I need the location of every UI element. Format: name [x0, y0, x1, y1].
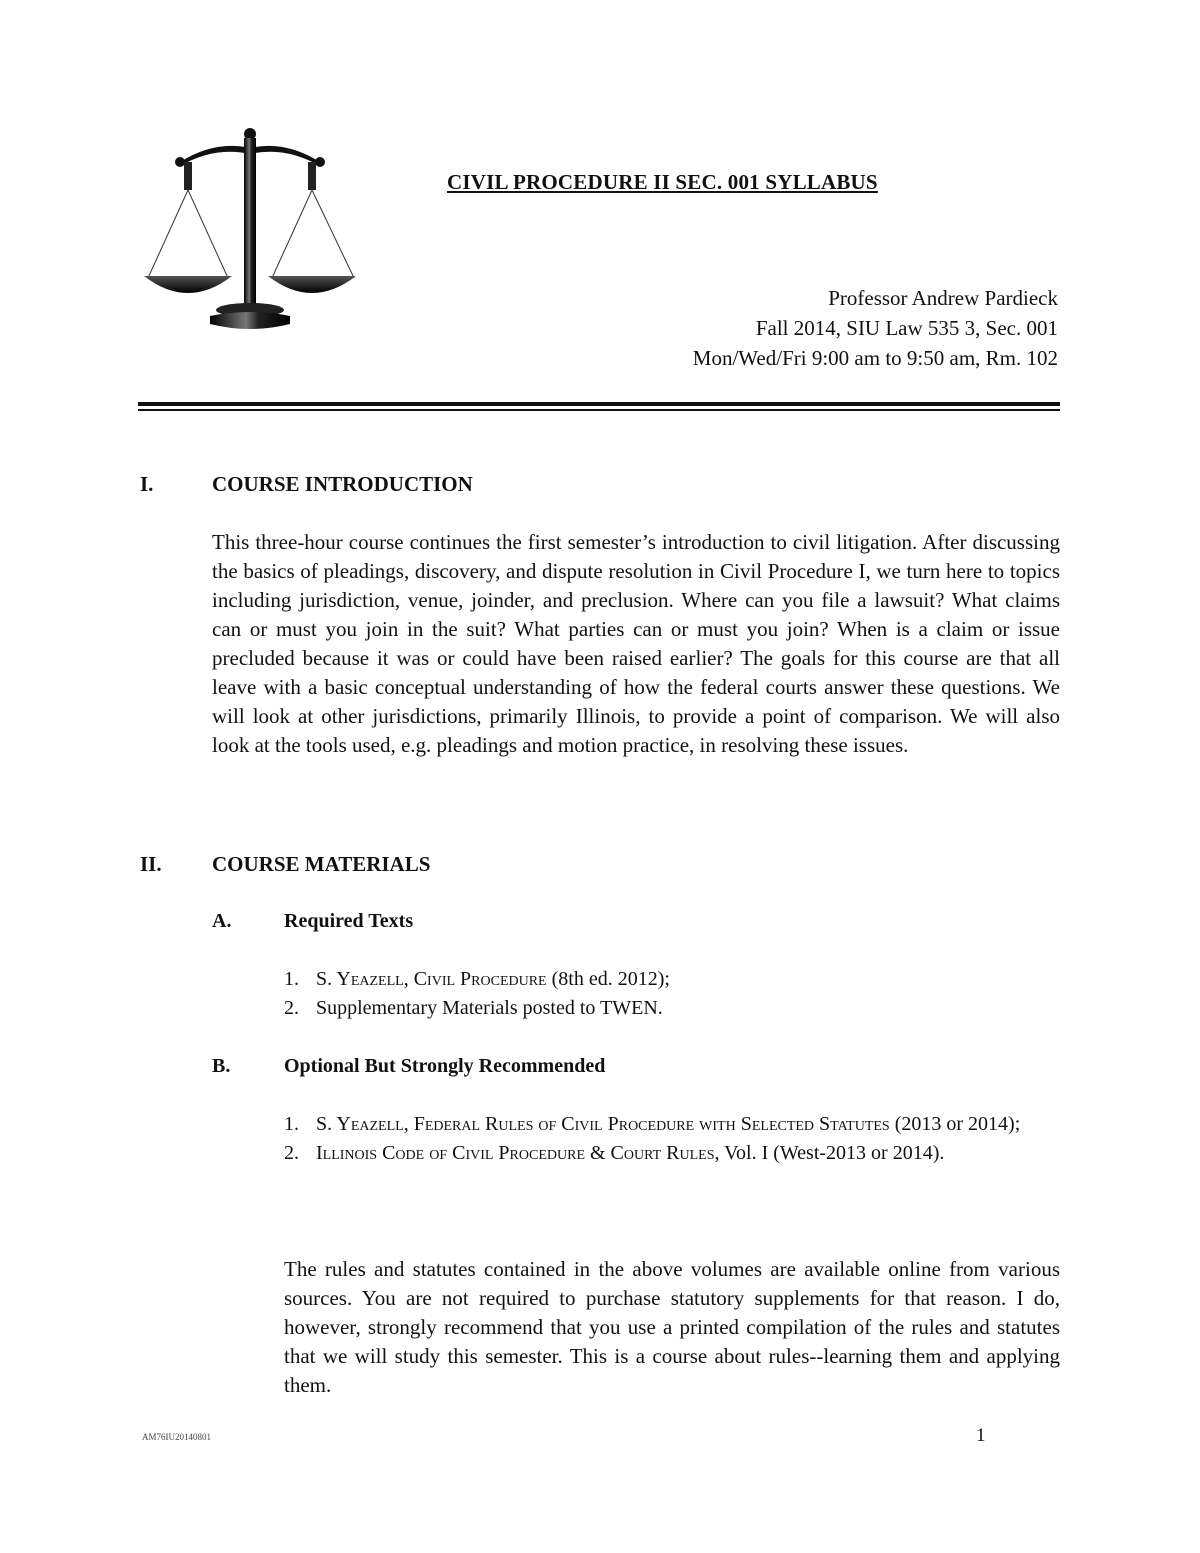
course-introduction-paragraph: This three-hour course continues the first semester’s introduction to civil litigation. After discussing the basics of pleadings, discovery, and dispute resolution in Civil Procedure I, we turn here to topics including jurisdiction, venue, joinder, and preclusion. Where can you file a lawsuit? What claims can or must you join in the suit? What parties can or must you join? When is a claim or issue precluded because it was or could have been raised earlier? The goals for this course are that all leave with a basic conceptual understanding of how the federal courts answer these questions. We will look at other jurisdictions, primarily Illinois, to provide a point of comparison. We will also look at the tools used, e.g. pleadings and motion practice, in resolving these issues.: [212, 530, 1060, 757]
book-edition: (8th ed. 2012);: [546, 968, 670, 990]
list-item-number: 2.: [284, 1142, 299, 1164]
professor-name: Professor Andrew Pardieck: [828, 286, 1058, 310]
section-number: I.: [140, 472, 154, 496]
document-id: AM76IU20140801: [142, 1432, 211, 1442]
materials-closing-paragraph: The rules and statutes contained in the above volumes are available online from various sources. You are not required to purchase statutory supplements for that reason. I do, however, strongly recommend that you use a printed compilation of the rules and statutes that we will study this semester. This is a course about rules--learning them and applying them.: [284, 1257, 1060, 1397]
list-item-text: Supplementary Materials posted to TWEN.: [316, 997, 663, 1019]
list-item: 1. S. Yeazell, Civil Procedure (8th ed. 2012);: [284, 965, 1060, 994]
schedule-line: Mon/Wed/Fri 9:00 am to 9:50 am, Rm. 102: [692, 346, 1058, 370]
term-line: Fall 2014, SIU Law 535 3, Sec. 001: [755, 316, 1058, 340]
list-item: 1. S. Yeazell, Federal Rules of Civil Procedure with Selected Statutes (2013 or 2014);: [284, 1110, 1060, 1139]
subsection-heading-required-texts: Required Texts: [284, 910, 414, 932]
list-item: [284, 994, 1060, 1023]
book-author: S. Yeazell: [316, 1113, 404, 1135]
section-heading-course-materials: COURSE MATERIALS: [212, 852, 431, 876]
book-title: Federal Rules of Civil Procedure with Selected Statutes: [413, 1113, 890, 1135]
header-divider-thick: [138, 402, 1060, 406]
required-texts-list: [284, 965, 1060, 1023]
section-heading-course-introduction: COURSE INTRODUCTION: [212, 472, 473, 496]
document-title: CIVIL PROCEDURE II SEC. 001 SYLLABUS: [447, 170, 878, 194]
list-item-number: 1.: [284, 1113, 299, 1135]
list-item: [284, 1139, 1060, 1168]
book-title: Civil Procedure: [413, 968, 547, 990]
book-author: S. Yeazell: [316, 968, 404, 990]
optional-texts-list: [284, 1110, 1060, 1168]
book-title: Illinois Code of Civil Procedure & Court Rules: [316, 1142, 715, 1164]
section-number: II.: [140, 852, 162, 876]
book-edition: (2013 or 2014);: [889, 1113, 1021, 1135]
header-divider-thin: [138, 409, 1060, 411]
subsection-letter: B.: [212, 1055, 231, 1077]
list-item-number: 2.: [284, 997, 299, 1019]
scales-of-justice-icon: [140, 124, 360, 336]
subsection-heading-optional: Optional But Strongly Recommended: [284, 1055, 606, 1077]
list-item-number: 1.: [284, 968, 299, 990]
page-number: 1: [976, 1425, 986, 1446]
subsection-letter: A.: [212, 910, 232, 932]
book-edition: , Vol. I (West-2013 or 2014).: [714, 1142, 945, 1164]
